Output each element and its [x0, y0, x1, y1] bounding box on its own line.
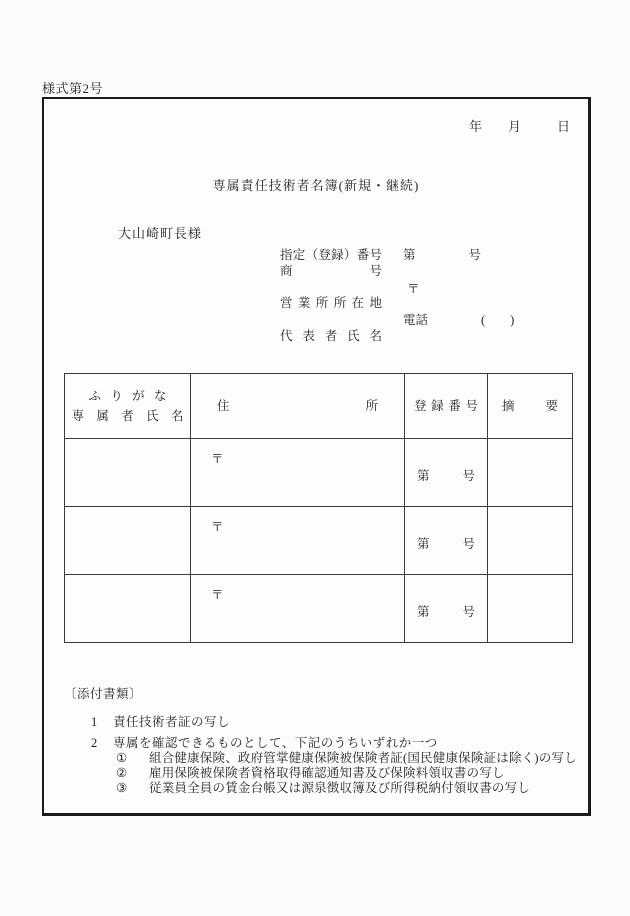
subitem-number: ②	[116, 766, 128, 780]
table-row	[65, 439, 573, 507]
note-cell	[488, 575, 573, 643]
form-number-label: 様式第2号	[42, 81, 104, 96]
item-text: 責任技術者証の写し	[113, 715, 231, 729]
postal-mark: 〒	[211, 588, 224, 602]
attachment-subitem	[116, 766, 505, 781]
address-cell	[191, 439, 405, 507]
date-year-label: 年	[468, 119, 482, 134]
address-cell	[191, 507, 405, 575]
registration-cell	[405, 507, 488, 575]
phone-label: 電話	[403, 313, 429, 327]
registration-header-label: 登録番号	[414, 398, 478, 413]
registration-cell	[405, 575, 488, 643]
name-cell	[65, 507, 191, 575]
registration-prefix: 第	[417, 468, 430, 483]
representative-name-label: 代表者氏名	[280, 329, 382, 343]
registration-suffix: 号	[462, 468, 475, 483]
attachment-subitem	[116, 781, 530, 796]
registration-prefix: 第	[403, 248, 416, 262]
col-header-registration	[405, 374, 488, 439]
postal-mark: 〒	[407, 282, 420, 296]
form-sheet	[42, 97, 591, 816]
subitem-number: ③	[116, 781, 128, 795]
attachment-item	[91, 715, 230, 730]
subitem-text: 雇用保険被保険者資格取得確認通知書及び保険料領収書の写し	[149, 766, 505, 780]
col-header-name	[65, 374, 191, 439]
trade-name-label: 商号	[280, 264, 382, 278]
registration-prefix: 第	[417, 604, 430, 619]
table-row	[65, 575, 573, 643]
attachment-item	[91, 736, 438, 751]
postal-mark: 〒	[211, 520, 224, 534]
note-header-label: 摘要	[502, 398, 558, 413]
registration-suffix: 号	[462, 604, 475, 619]
attachments-heading: 〔添付書類〕	[64, 687, 143, 701]
engineer-roster-table	[64, 373, 573, 643]
item-number: 1	[91, 715, 98, 729]
table-row	[65, 507, 573, 575]
attachment-subitem	[116, 751, 577, 766]
registration-suffix: 号	[468, 248, 481, 262]
phone-area-parens: ( )	[481, 313, 515, 327]
furigana-header-label: ふりがな	[88, 388, 167, 403]
subitem-number: ①	[116, 751, 128, 765]
date-day-label: 日	[556, 119, 570, 134]
col-header-note	[488, 374, 573, 439]
office-address-label: 営業所所在地	[280, 296, 382, 310]
note-cell	[488, 507, 573, 575]
registration-number-label: 指定（登録）番号	[280, 248, 382, 262]
registration-prefix: 第	[417, 536, 430, 551]
note-cell	[488, 439, 573, 507]
item-text: 専属を確認できるものとして、下記のうちいずれか一つ	[113, 736, 438, 750]
postal-mark: 〒	[211, 452, 224, 466]
registration-number-field	[403, 248, 481, 263]
table-header-row	[65, 374, 573, 439]
registration-suffix: 号	[462, 536, 475, 551]
subitem-text: 従業員全員の賃金台帳又は源泉徴収簿及び所得税納付領収書の写し	[149, 781, 531, 795]
item-number: 2	[91, 736, 98, 750]
name-header-label: 専属者氏名	[71, 408, 184, 423]
addressee-line: 大山崎町長様	[118, 226, 203, 241]
name-cell	[65, 575, 191, 643]
address-header-label: 住所	[217, 398, 378, 413]
subitem-text: 組合健康保険、政府管掌健康保険被保険者証(国民健康保険証は除く)の写し	[149, 751, 577, 765]
address-cell	[191, 575, 405, 643]
col-header-address	[191, 374, 405, 439]
name-cell	[65, 439, 191, 507]
registration-cell	[405, 439, 488, 507]
date-month-label: 月	[507, 119, 521, 134]
form-title: 専属責任技術者名簿(新規・継続)	[212, 178, 420, 193]
date-line	[469, 116, 570, 135]
